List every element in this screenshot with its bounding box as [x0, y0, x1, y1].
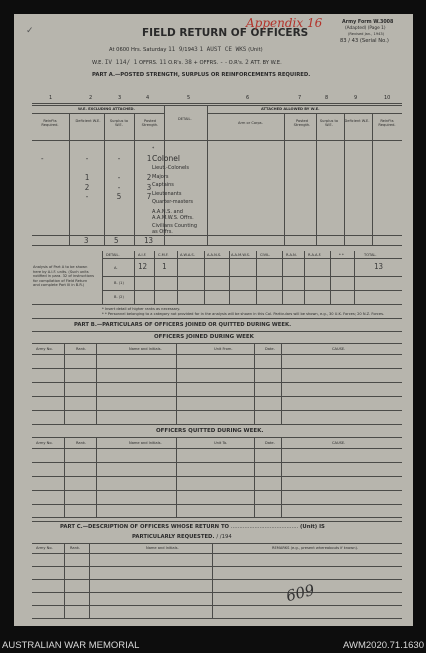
detail-col-ran: R.A.N.: [286, 253, 297, 257]
rank-list: Lieut.-Colonels Majors Captains Lieutenants Quarter-masters A.A.N.S. and A.A.M.W.S. Offrs. Civilians Counting as Offrs.: [152, 165, 198, 235]
c-col-army-no: Army No.: [36, 546, 53, 550]
detail-row-b2: B. (2): [114, 295, 124, 299]
we-line: W.E. IV 114/ 1 OFFRS. 11 O.R's. 38 + OFFRS. - - O.R's. 2 ATT. BY W.E.: [92, 59, 282, 66]
joined-col-army-no: Army No.: [36, 347, 53, 351]
part-c-heading: PART C.—DESCRIPTION OF OFFICERS WHOSE RETURN TO ........................................ (Unit) IS: [60, 524, 325, 530]
col-head-posted: Posted Strength.: [141, 119, 159, 127]
quitted-col-date: Date.: [265, 441, 275, 445]
detail-col-aif: A.I.F.: [138, 253, 147, 257]
analysis-note: Analysis of Part A to be shown here by A.I.F. units. (Such units notified in para. 32 of instructions for compilation of Field Return and complete Part III in B.R.): [33, 265, 95, 287]
part-b-heading: PART B.—PARTICULARS OF OFFICERS JOINED OR QUITTED DURING WEEK.: [74, 322, 292, 328]
detail-col-other: * *: [339, 253, 344, 257]
col-number: 3: [118, 95, 122, 101]
detail-col-cmf: C.M.F.: [158, 253, 169, 257]
col-head-reinf: Reinf'ts Required.: [41, 119, 59, 127]
detail-col-total: TOTAL.: [364, 253, 377, 257]
quitted-col-army-no: Army No.: [36, 441, 53, 445]
quitted-heading: OFFICERS QUITTED DURING WEEK.: [156, 428, 264, 434]
joined-col-unit: Unit From.: [214, 347, 233, 351]
quitted-col-cause: CAUSE.: [332, 441, 346, 445]
col-head-detail: DETAIL.: [178, 117, 192, 121]
joined-col-name: Name and Initials.: [129, 347, 162, 351]
col-number: 2: [89, 95, 93, 101]
col-head-surplus-att: Surplus to W.E.: [319, 119, 339, 127]
footer-archive-name: AUSTRALIAN WAR MEMORIAL: [2, 640, 140, 651]
form-sheet: ✓ FIELD RETURN OF OFFICERS Appendix 16 Army Form W.3008 (Adapted) (Page 1) (Revised Jan., 1943) 83 / 43 (Serial No.) At 0600 Hrs. Saturday 11 9/1943 1 AUST CE WKS (Unit) W.E. IV 114/ 1 OFFRS. 11 O.R's. 38 + OFFRS. - - O.R's. 2 ATT. BY W.E. PART A.—POSTED STRENGTH, SURPLUS OR REINFORCEMENTS REQUIRED. 1 2 3 4 5 6 7 8 9 10 W.E. EXCLUDING ATTACHED. ATTACHED ALLOWED BY W.E. Reinf'ts Required. Deficient W.E. Surplus to W.E. Posted Strength. DETAIL. Arm or Corps. Posted Strength. Surplus to W.E. Deficient W.E. Reinf'ts Required. * Colonel Lieut.-Colonels Majors Captains Lieutenants Quarter-masters A.A.N.S. and A.A.M.W.S. Offrs. Civilians Counting as Offrs. - 1 2 - - - - 5 1 2 3 7 - 3 5 13 Analysis of Part A to be shown here by A.I.F. units. (Such units notified in para. 32 of instructions for compilation of Field Return and complete Part III in B.R.) DETAIL. A.I.F. C.M.F. A.W.A.S. A.A.N.S. A.A.M.W.S. CIVIL. R.A.N. R.A.A.F. * * TOTAL. A. B. (1) B. (2) 12 1 13 * Insert detail of higher ranks as necessary. * * Personnel belonging to a category not provided for in the analysis will be shown in this Col. Particulars will be shown, e.g., 30 U.K. Forces; 20 N.Z. Forces. PART B.—PARTICULARS OF OFFICERS JOINED OR QUITTED DURING WEEK. OFFICERS JOINED DURING WEEK Army No. Rank. Name and Initials. Unit From. Date. CAUSE. OFFICERS QUITTED DURING WEEK. Army No. Rank. Name and Initials. Unit To. Date. CAUSE. PART C.—DESCRIPTION OF OFFICERS WHOSE RETURN TO ........................................ (Unit) IS PARTICULARLY REQUESTED. / /194 Army No. Rank. Name and Initials. REMARKS (e.g., present whereabouts if known). 609: [14, 14, 413, 626]
signature-mark: 609: [284, 580, 317, 606]
col-head-deficient-att: Deficient W.E.: [344, 119, 370, 123]
attached-allowed-heading: ATTACHED ALLOWED BY W.E.: [261, 107, 320, 111]
joined-col-date: Date.: [265, 347, 275, 351]
detail-row-a: A.: [114, 266, 118, 270]
footnote-2: * * Personnel belonging to a category not provided for in the analysis will be shown in this Col. Particulars will be shown, e.g., 30 U.K. Forces; 20 N.Z. Forces.: [102, 312, 385, 316]
corner-mark: ✓: [26, 26, 34, 36]
col-number: 7: [298, 95, 302, 101]
cmf-value: 1: [162, 262, 167, 271]
part-a-heading: PART A.—POSTED STRENGTH, SURPLUS OR REINFORCEMENTS REQUIRED.: [92, 72, 311, 78]
detail-heading: DETAIL.: [106, 253, 120, 257]
total-posted: 13: [144, 236, 154, 245]
surplus-values: - - - 5: [116, 154, 122, 201]
header-time: At 0600 Hrs. Saturday 11 9/1943 1 AUST CE WKS (Unit): [109, 46, 263, 53]
col-head-posted-att: Posted Strength.: [293, 119, 311, 127]
form-title: FIELD RETURN OF OFFICERS: [142, 27, 309, 39]
c-col-rank: Rank.: [70, 546, 81, 550]
handwritten-note: Appendix 16: [246, 16, 323, 30]
army-form-number: Army Form W.3008: [342, 20, 394, 25]
total-deficient: 3: [84, 236, 89, 245]
detail-row-b1: B. (1): [114, 281, 124, 285]
col-head-arm: Arm or Corps.: [238, 121, 263, 125]
quitted-col-unit: Unit To.: [214, 441, 228, 445]
col-number: 4: [146, 95, 150, 101]
army-form-adapted: (Adapted) (Page 1): [345, 26, 386, 31]
c-col-name: Name and Initials.: [146, 546, 179, 550]
deficient-values: - 1 2 -: [84, 154, 90, 201]
col-number: 1: [49, 95, 53, 101]
c-col-remarks: REMARKS (e.g., present whereabouts if known).: [272, 546, 359, 550]
detail-col-raaf: R.A.A.F.: [308, 253, 322, 257]
col-number: 6: [246, 95, 250, 101]
quitted-col-name: Name and Initials.: [129, 441, 162, 445]
total-value: 13: [374, 262, 384, 271]
posted-values: 1 2 3 7: [146, 154, 152, 201]
col-number: 9: [354, 95, 358, 101]
col-number: 8: [325, 95, 329, 101]
quitted-col-rank: Rank.: [76, 441, 87, 445]
col-number: 10: [384, 95, 391, 101]
we-excluding-heading: W.E. EXCLUDING ATTACHED.: [78, 107, 135, 111]
col-head-deficient: Deficient W.E.: [75, 119, 101, 123]
footnote-1: * Insert detail of higher ranks as necessary.: [102, 307, 181, 311]
army-form-revised: (Revised Jan., 1943): [348, 31, 385, 36]
part-c-requested: PARTICULARLY REQUESTED. / /194: [132, 534, 232, 540]
joined-col-rank: Rank.: [76, 347, 87, 351]
total-surplus: 5: [114, 236, 119, 245]
col-head-reinf-att: Reinf'ts Required.: [378, 119, 396, 127]
serial-number: 83 / 43 (Serial No.): [340, 38, 389, 44]
detail-col-aans: A.A.N.S.: [207, 253, 222, 257]
col-number: 5: [187, 95, 191, 101]
footer-accession-number: AWM2020.71.1630: [343, 640, 424, 651]
joined-col-cause: CAUSE.: [332, 347, 346, 351]
detail-col-aamws: A.A.M.W.S.: [231, 253, 251, 257]
rank-colonel: Colonel: [152, 154, 180, 163]
col-head-surplus: Surplus to W.E.: [109, 119, 129, 127]
detail-col-civil: CIVIL.: [260, 253, 271, 257]
detail-col-awas: A.W.A.S.: [180, 253, 195, 257]
aif-value: 12: [138, 262, 148, 271]
joined-heading: OFFICERS JOINED DURING WEEK: [154, 334, 254, 340]
